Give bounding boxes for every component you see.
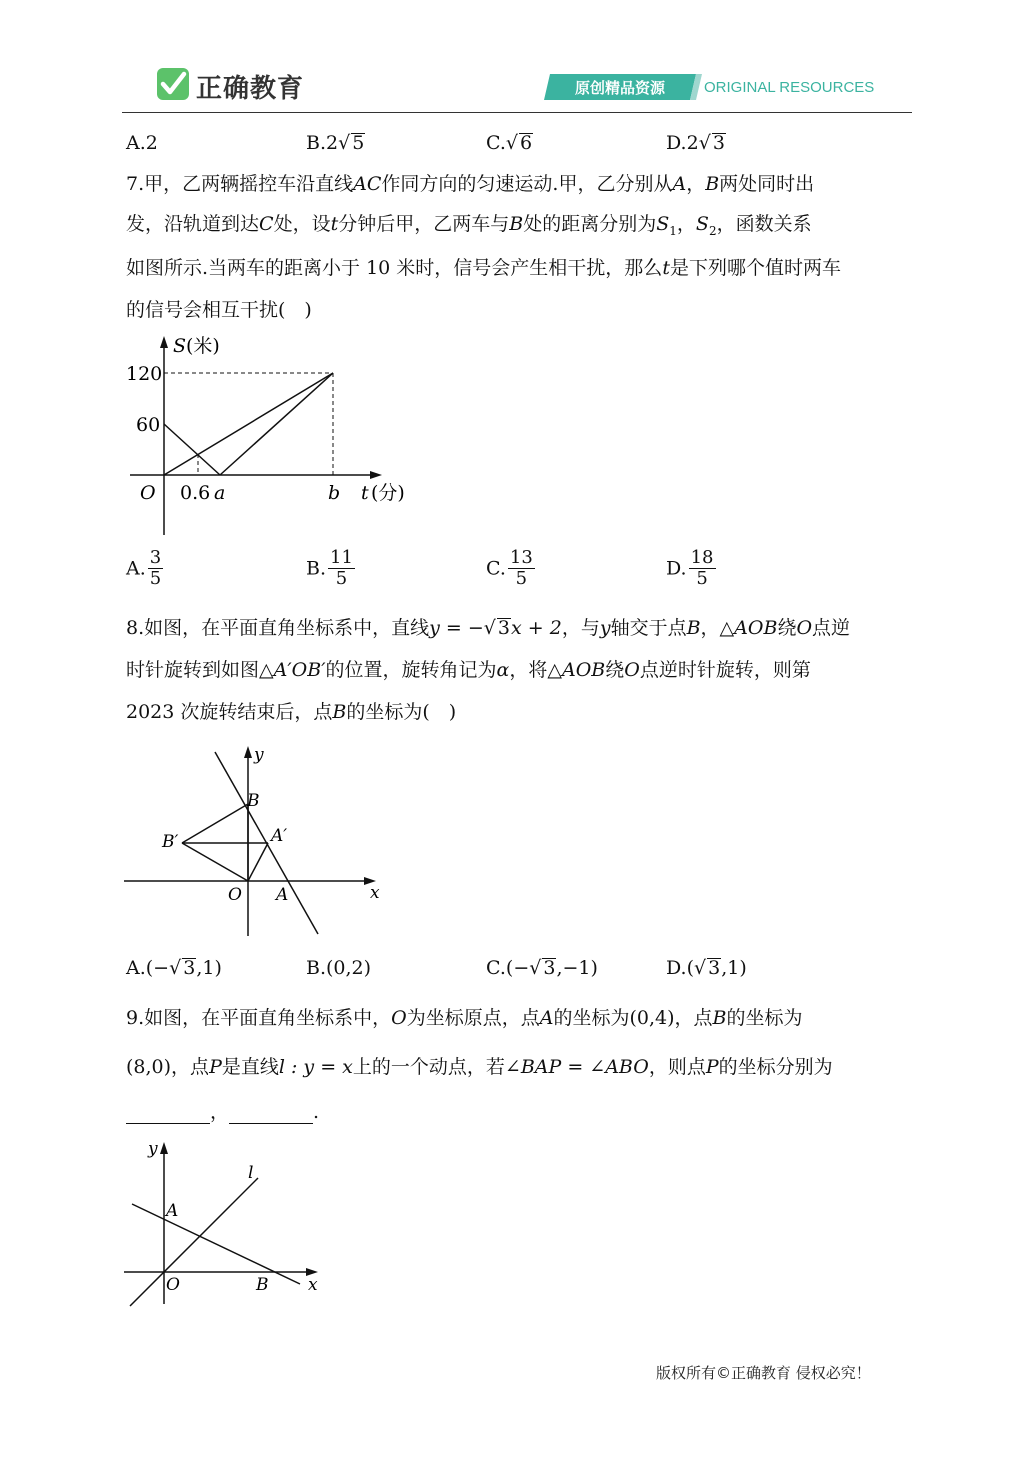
- q8-line-3: 2023 次旋转结束后，点B的坐标为( ): [126, 701, 457, 723]
- banner-en: ORIGINAL RESOURCES: [704, 79, 875, 96]
- q7-y-label-unit: (米): [186, 335, 220, 357]
- q9-line-3: ， .: [126, 1100, 319, 1124]
- q9-line-1: 9.如图，在平面直角坐标系中，O为坐标原点，点A的坐标为(0,4)，点B的坐标为: [126, 1007, 803, 1029]
- q7-x-label-unit: (分): [371, 482, 405, 504]
- footer-copyright: 版权所有©正确教育 侵权必究！: [656, 1364, 871, 1382]
- q8-fig-O: O: [228, 885, 242, 905]
- q7-x-tick-a: a: [214, 482, 226, 504]
- q8-fig-B: B: [247, 791, 260, 811]
- q9-fig-x: x: [308, 1275, 318, 1295]
- header: [0, 0, 1034, 115]
- q7-line-4: 的信号会相互干扰( ): [126, 299, 312, 321]
- q7-line-2: 发，沿轨道到达C处，设t分钟后甲，乙两车与B处的距离分别为$S_1$，$S_2$，函数关系: [126, 213, 812, 238]
- q8-option-d: D.(√ 3,1): [666, 957, 747, 979]
- banner-cn: 原创精品资源: [575, 79, 666, 97]
- q7-origin: O: [140, 482, 156, 504]
- q9-fig-O: O: [166, 1275, 180, 1295]
- q7-option-b: B. $\frac{11}{5}$: [306, 547, 353, 589]
- q7-option-a: A. $\frac{3}{5}$: [126, 547, 162, 589]
- q7-x-tick-b: b: [328, 482, 341, 504]
- q8-option-a: A.(−√ 3,1): [126, 957, 222, 979]
- q8-figure: [120, 740, 390, 940]
- q7-line-1: 7.甲，乙两辆摇控车沿直线AC作同方向的匀速运动.甲，乙分别从A，B两处同时出: [126, 173, 815, 195]
- q6-option-d: D.2√ 3: [666, 132, 725, 154]
- q8-fig-x: x: [370, 883, 380, 903]
- q7-line-3: 如图所示.当两车的距离小于 10 米时，信号会产生相干扰，那么t是下列哪个值时两车: [126, 257, 841, 279]
- q7-graph: [120, 330, 420, 540]
- q8-line-1: 8.如图，在平面直角坐标系中，直线y = −√ 3x + 2，与y轴交于点B，△AOB绕O点逆: [126, 617, 851, 639]
- q9-blank-2[interactable]: [229, 1105, 313, 1124]
- q6-option-a: A.2: [126, 132, 158, 154]
- q6-option-b: B.2√ 5: [306, 132, 365, 154]
- q9-fig-B: B: [256, 1275, 269, 1295]
- q8-fig-Ap: A′: [271, 826, 288, 846]
- q8-fig-A: A: [276, 885, 289, 905]
- q7-y-tick-60: 60: [136, 414, 161, 436]
- q9-fig-y: y: [148, 1139, 158, 1159]
- q7-y-tick-120: 120: [126, 363, 163, 385]
- logo-text: 正确教育: [196, 74, 305, 104]
- q7-option-d: D. $\frac{18}{5}$: [666, 547, 714, 589]
- q7-x-tick-06: 0.6: [180, 482, 211, 504]
- header-divider: [122, 112, 912, 113]
- q7-x-label-var: t: [361, 482, 369, 504]
- logo-check-icon: [156, 67, 190, 101]
- q8-option-b: B.(0,2): [306, 957, 372, 979]
- q8-line-2: 时针旋转到如图△A′OB′的位置，旋转角记为α，将△AOB绕O点逆时针旋转，则第: [126, 659, 811, 681]
- q9-fig-A: A: [166, 1201, 179, 1221]
- q7-option-c: C. $\frac{13}{5}$: [486, 547, 533, 589]
- q7-y-label-var: S: [173, 335, 187, 357]
- q9-line-2: (8,0)，点P是直线l : y = x上的一个动点，若∠BAP = ∠ABO，则点P的坐标分别为: [126, 1056, 833, 1078]
- q8-fig-y: y: [254, 745, 264, 765]
- q9-blank-1[interactable]: [126, 1105, 210, 1124]
- q8-fig-Bp: B′: [162, 832, 179, 852]
- q8-option-c: C.(−√ 3,−1): [486, 957, 598, 979]
- q9-fig-l: l: [248, 1163, 254, 1183]
- q6-option-c: C.√ 6: [486, 132, 533, 154]
- q9-figure: [120, 1132, 340, 1312]
